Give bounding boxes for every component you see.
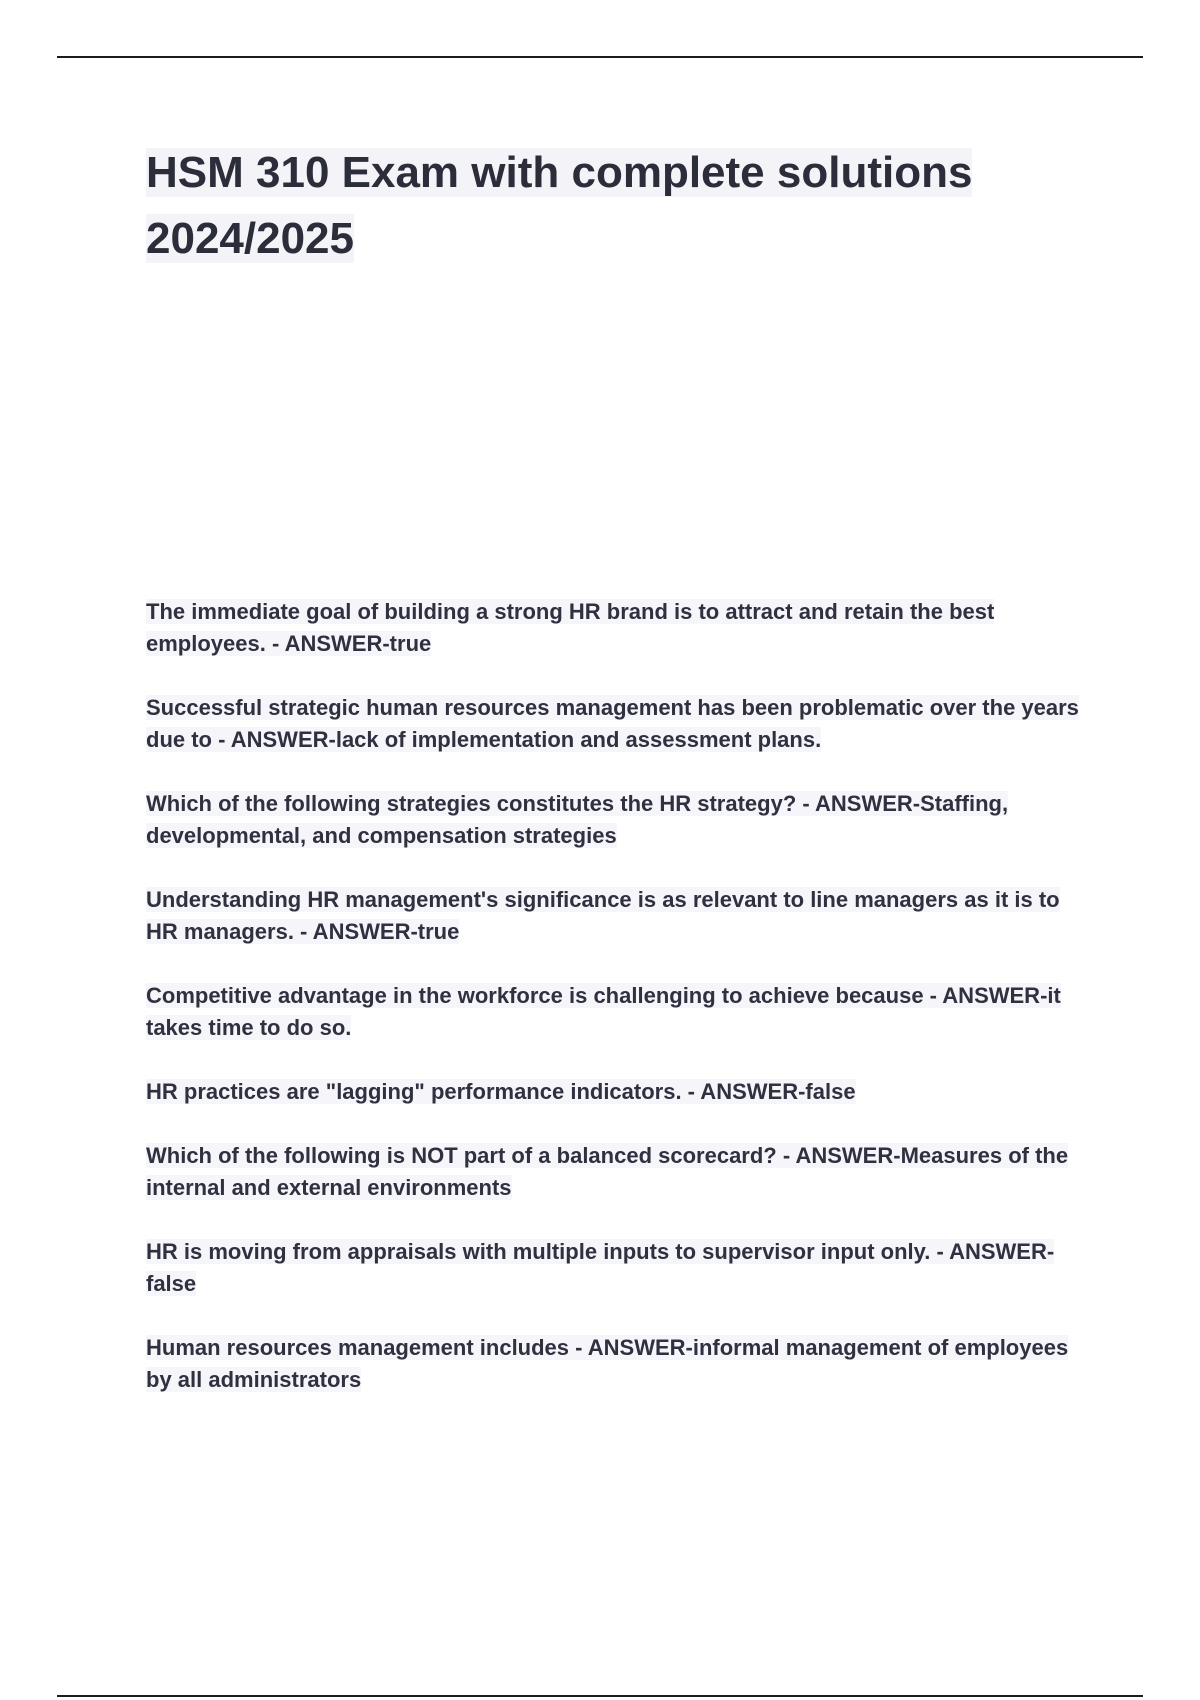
question-answer-item [146, 1236, 1096, 1300]
question-answer-text: Which of the following is NOT part of a balanced scorecard? - ANSWER-Measures of the internal and external environments [146, 1143, 1069, 1200]
question-answer-text: Successful strategic human resources management has been problematic over the years due to - ANSWER-lack of implementation and assessment plans. [146, 695, 1079, 752]
question-answer-text: The immediate goal of building a strong HR brand is to attract and retain the best employees. - ANSWER-true [146, 599, 995, 656]
question-answer-item [146, 788, 1096, 852]
question-answer-text: HR practices are "lagging" performance indicators. - ANSWER-false [146, 1079, 856, 1104]
document-title [146, 140, 1046, 272]
document-title-text: HSM 310 Exam with complete solutions 2024/2025 [146, 148, 973, 263]
question-answer-item [146, 1332, 1096, 1396]
question-answer-item [146, 1076, 1096, 1108]
question-answer-text: Understanding HR management's significance is as relevant to line managers as it is to HR managers. - ANSWER-true [146, 887, 1060, 944]
bottom-rule [57, 1695, 1143, 1697]
question-answer-text: Human resources management includes - ANSWER-informal management of employees by all administrators [146, 1335, 1069, 1392]
question-answer-item [146, 884, 1096, 948]
top-rule [57, 56, 1143, 58]
question-answer-item [146, 596, 1096, 660]
question-answer-list [146, 596, 1096, 1428]
question-answer-text: Which of the following strategies constitutes the HR strategy? - ANSWER-Staffing, developmental, and compensation strategies [146, 791, 1009, 848]
question-answer-text: Competitive advantage in the workforce is challenging to achieve because - ANSWER-it takes time to do so. [146, 983, 1061, 1040]
question-answer-item [146, 980, 1096, 1044]
question-answer-item [146, 692, 1096, 756]
question-answer-item [146, 1140, 1096, 1204]
question-answer-text: HR is moving from appraisals with multiple inputs to supervisor input only. - ANSWER-false [146, 1239, 1055, 1296]
